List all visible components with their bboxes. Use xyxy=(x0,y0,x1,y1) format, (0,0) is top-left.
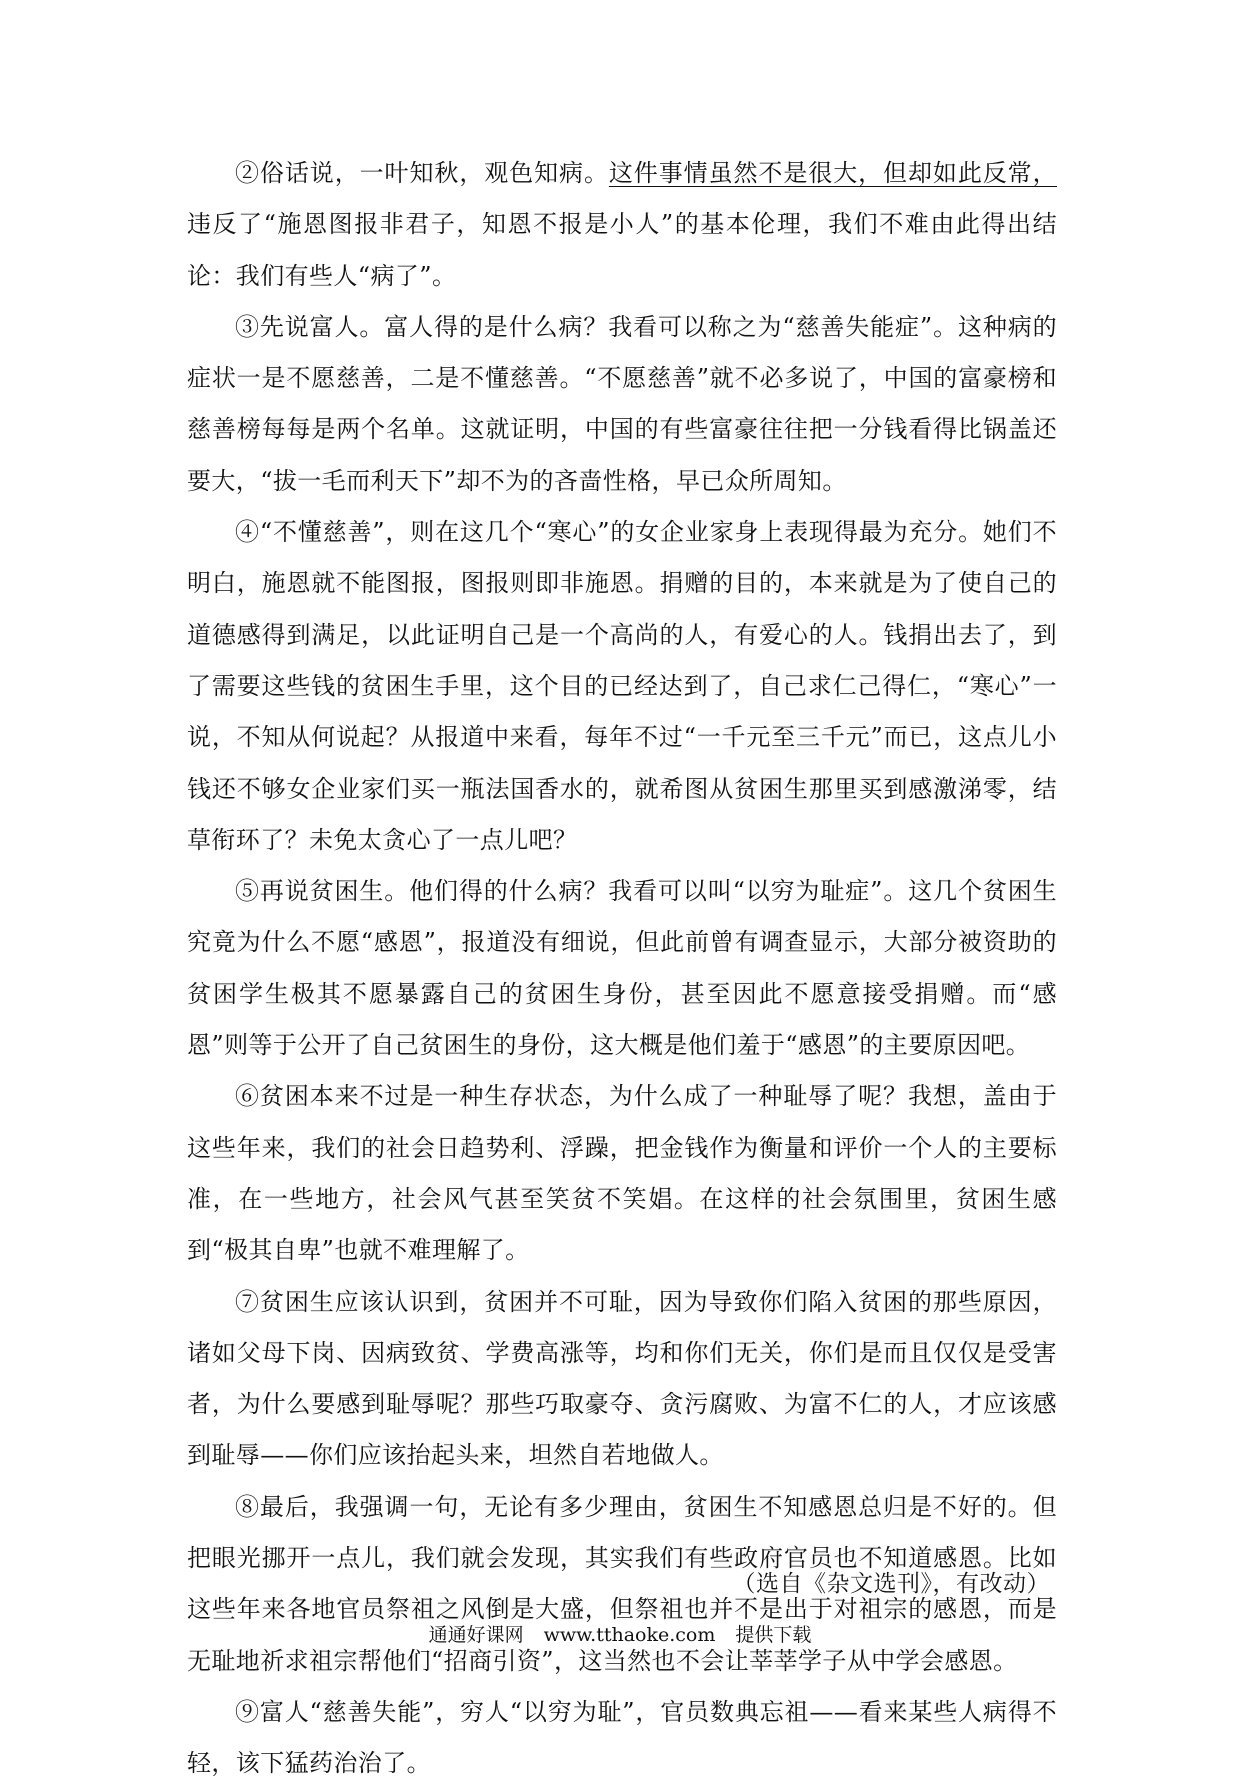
paragraph-5: ⑤再说贫困生。他们得的什么病？我看可以叫“以穷为耻症”。这几个贫困生究竟为什么不愿“感恩”，报道没有细说，但此前曾有调查显示，大部分被资助的贫困学生极其不愿暴露自己的贫困生身份，甚至因此不愿意接受捐赠。而“感恩”则等于公开了自己贫困生的身份，这大概是他们羞于“感恩”的主要原因吧。 xyxy=(187,877,1057,1060)
page-footer xyxy=(0,1620,1240,1647)
paragraph-8: ⑧最后，我强调一句，无论有多少理由，贫困生不知感恩总归是不好的。但把眼光挪开一点儿，我们就会发现，其实我们有些政府官员也不知道感恩。比如这些年来各地官员祭祖之风倒是大盛，但祭祖也并不是出于对祖宗的感恩，而是无耻地祈求祖宗帮他们“招商引资”，这当然也不会让莘莘学子从中学会感恩。 xyxy=(187,1492,1057,1675)
paragraph-6: ⑥贫困本来不过是一种生存状态，为什么成了一种耻辱了呢？我想，盖由于这些年来，我们的社会日趋势利、浮躁，把金钱作为衡量和评价一个人的主要标准，在一些地方，社会风气甚至笑贫不笑娼。在这样的社会氛围里，贫困生感到“极其自卑”也就不难理解了。 xyxy=(187,1082,1057,1265)
footer-url: www.tthaoke.com xyxy=(543,1624,716,1646)
paragraph-4: ④“不懂慈善”，则在这几个“寒心”的女企业家身上表现得最为充分。她们不明白，施恩就不能图报，图报则即非施恩。捐赠的目的，本来就是为了使自己的道德感得到满足，以此证明自己是一个高尚的人，有爱心的人。钱捐出去了，到了需要这些钱的贫困生手里，这个目的已经达到了，自己求仁己得仁，“寒心”一说，不知从何说起？从报道中来看，每年不过“一千元至三千元”而已，这点儿小钱还不够女企业家们买一瓶法国香水的，就希图从贫困生那里买到感激涕零，结草衔环了？未免太贪心了一点儿吧？ xyxy=(187,518,1057,854)
footer-note: 提供下载 xyxy=(735,1624,812,1646)
paragraph-2-after: 违反了“施恩图报非君子，知恩不报是小人”的基本伦理，我们不难由此得出结论：我们有些人“病了”。 xyxy=(187,210,1057,290)
paragraph-2-underlined-sentence: 这件事情虽然不是很大，但却如此反常， xyxy=(608,159,1057,187)
paragraph-7: ⑦贫困生应该认识到，贫困并不可耻，因为导致你们陷入贫困的那些原因，诸如父母下岗、因病致贫、学费高涨等，均和你们无关，你们是而且仅仅是受害者，为什么要感到耻辱呢？那些巧取豪夺、贪污腐败、为富不仁的人，才应该感到耻辱——你们应该抬起头来，坦然自若地做人。 xyxy=(187,1287,1057,1470)
paragraph-2 xyxy=(187,148,1057,302)
paragraph-3: ③先说富人。富人得的是什么病？我看可以称之为“慈善失能症”。这种病的症状一是不愿慈善，二是不懂慈善。“不愿慈善”就不必多说了，中国的富豪榜和慈善榜每每是两个名单。这就证明，中国的有些富豪往往把一分钱看得比锅盖还要大，“拔一毛而利天下”却不为的吝啬性格，早已众所周知。 xyxy=(187,312,1057,495)
article-body xyxy=(187,148,1057,1790)
source-citation: （选自《杂文选刊》，有改动） xyxy=(732,1571,1050,1597)
paragraph-9: ⑨富人“慈善失能”，穷人“以穷为耻”，官员数典忘祖——看来某些人病得不轻，该下猛药治治了。 xyxy=(187,1697,1057,1778)
paragraph-2-before: ②俗话说，一叶知秋，观色知病。 xyxy=(235,159,609,187)
footer-site-name: 通通好课网 xyxy=(428,1624,524,1646)
